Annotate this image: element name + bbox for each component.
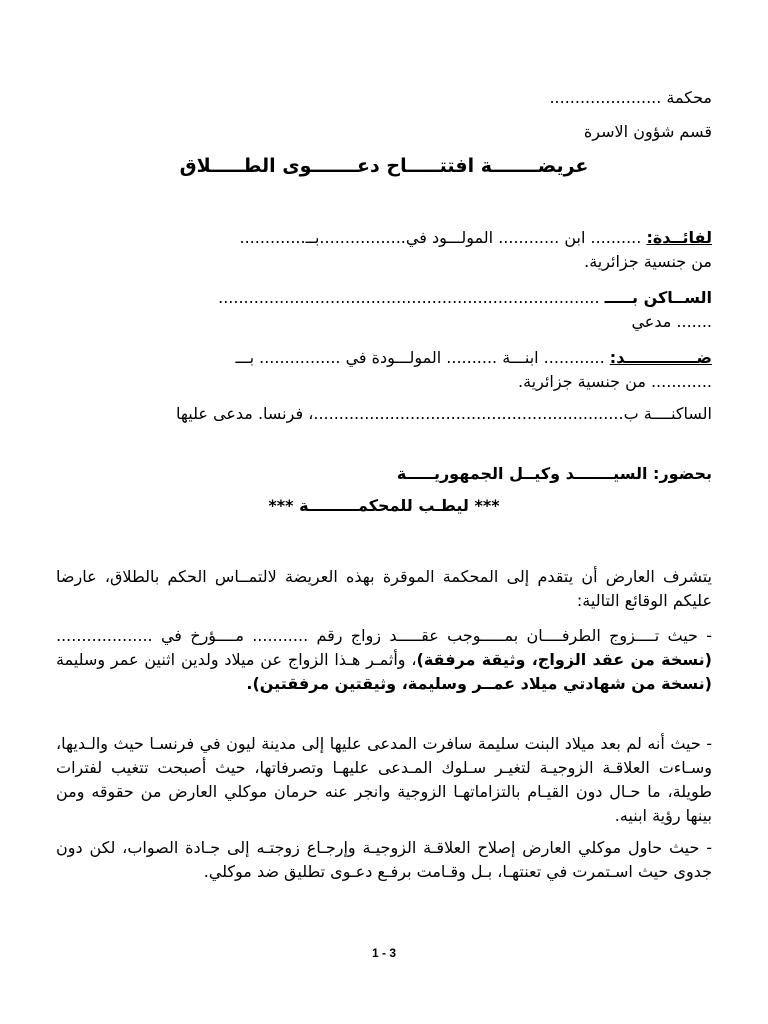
- residence-details: ...........................................................................: [218, 288, 605, 307]
- residence-paragraph: [56, 286, 712, 334]
- request-line: *** ليطـب للمحكمـــــــــة ***: [268, 496, 500, 515]
- defendant-label: ضـــــــــــــد:: [609, 348, 712, 367]
- residence-label: الســاكن بـــــ: [604, 288, 712, 307]
- marriage-text-2: ، وأثمـر هـذا الزواج عن ميلاد ولدين اثنين عمر وسليمة: [56, 650, 417, 669]
- marriage-contract-note: (نسخة من عقد الزواج، وثيقة مرفقة): [416, 650, 712, 669]
- plaintiff-details: .......... ابن ............ المولـــود في.................بــ.............: [239, 228, 647, 247]
- defendant-details: ............ ابنـــة .......... المولـــودة في ................ بـــ: [235, 348, 610, 367]
- court-line: محكمة ......................: [549, 88, 712, 107]
- document-title: عريضـــــــة افتتـــــاح دعـــــــوى الطـــــلاق: [179, 155, 589, 177]
- defendant-nationality: ............ من جنسية جزائرية.: [518, 372, 712, 391]
- presence-line: بحضور: السيـــــــد وكيــل الجمهوريـــــة: [396, 464, 712, 483]
- section-line: قسم شؤون الاسرة: [583, 122, 712, 141]
- intro-paragraph: يتشرف العارض أن يتقدم إلى المحكمة الموقرة بهذه العريضة لالتمــاس الحكم بالطلاق، عارضا عليكم الوقائع التالية:: [56, 567, 712, 610]
- plaintiff-paragraph: [56, 226, 712, 274]
- marriage-text-1: - حيث تــــزوج الطرفــــان بمـــــوجب عقـــــد زواج رقم ........... مــــؤرخ في ...................: [56, 626, 712, 645]
- page-number: 1 - 3: [371, 946, 396, 960]
- defendant-paragraph: [56, 346, 712, 394]
- plaintiff-role: ....... مدعي: [631, 312, 712, 331]
- reconciliation-paragraph: - حيث حاول موكلي العارض إصلاح العلاقـة الزوجيـة وإرجـاع زوجتـه إلى جـادة الصواب، لكن دون جدوى حيث اسـتمرت في تعنتهـا، بـل وقـامت برفـع دعـوى تطليق ضد موكلي.: [56, 838, 712, 881]
- defendant-residence: الساكنــــة ب.............................................................، فرنسا. مدعى عليها: [176, 404, 712, 423]
- plaintiff-label: لفائــدة:: [646, 228, 712, 247]
- marriage-paragraph: [56, 624, 712, 696]
- plaintiff-nationality: من جنسية جزائرية.: [584, 252, 712, 271]
- departure-paragraph: - حيث أنه لم بعد ميلاد البنت سليمة سافرت المدعى عليها إلى مدينة ليون في فرنسـا حيث والـديها، وسـاءت العلاقـة الزوجيـة لتغيـر سـلوك المـدعى عليهـا وتصرفاتها، حيث أصبحت تتغيب لفترات طويلة، ما حـال دون القيـام بالتزاماتهـا الزوجية وانجر عنه حرمان موكلي العارض من حقوقه ومن بينها رؤية ابنيه.: [56, 734, 712, 825]
- birth-certificates-note: (نسخة من شهادتي ميلاد عمــر وسليمة، وثيقتين مرفقتين).: [246, 674, 712, 693]
